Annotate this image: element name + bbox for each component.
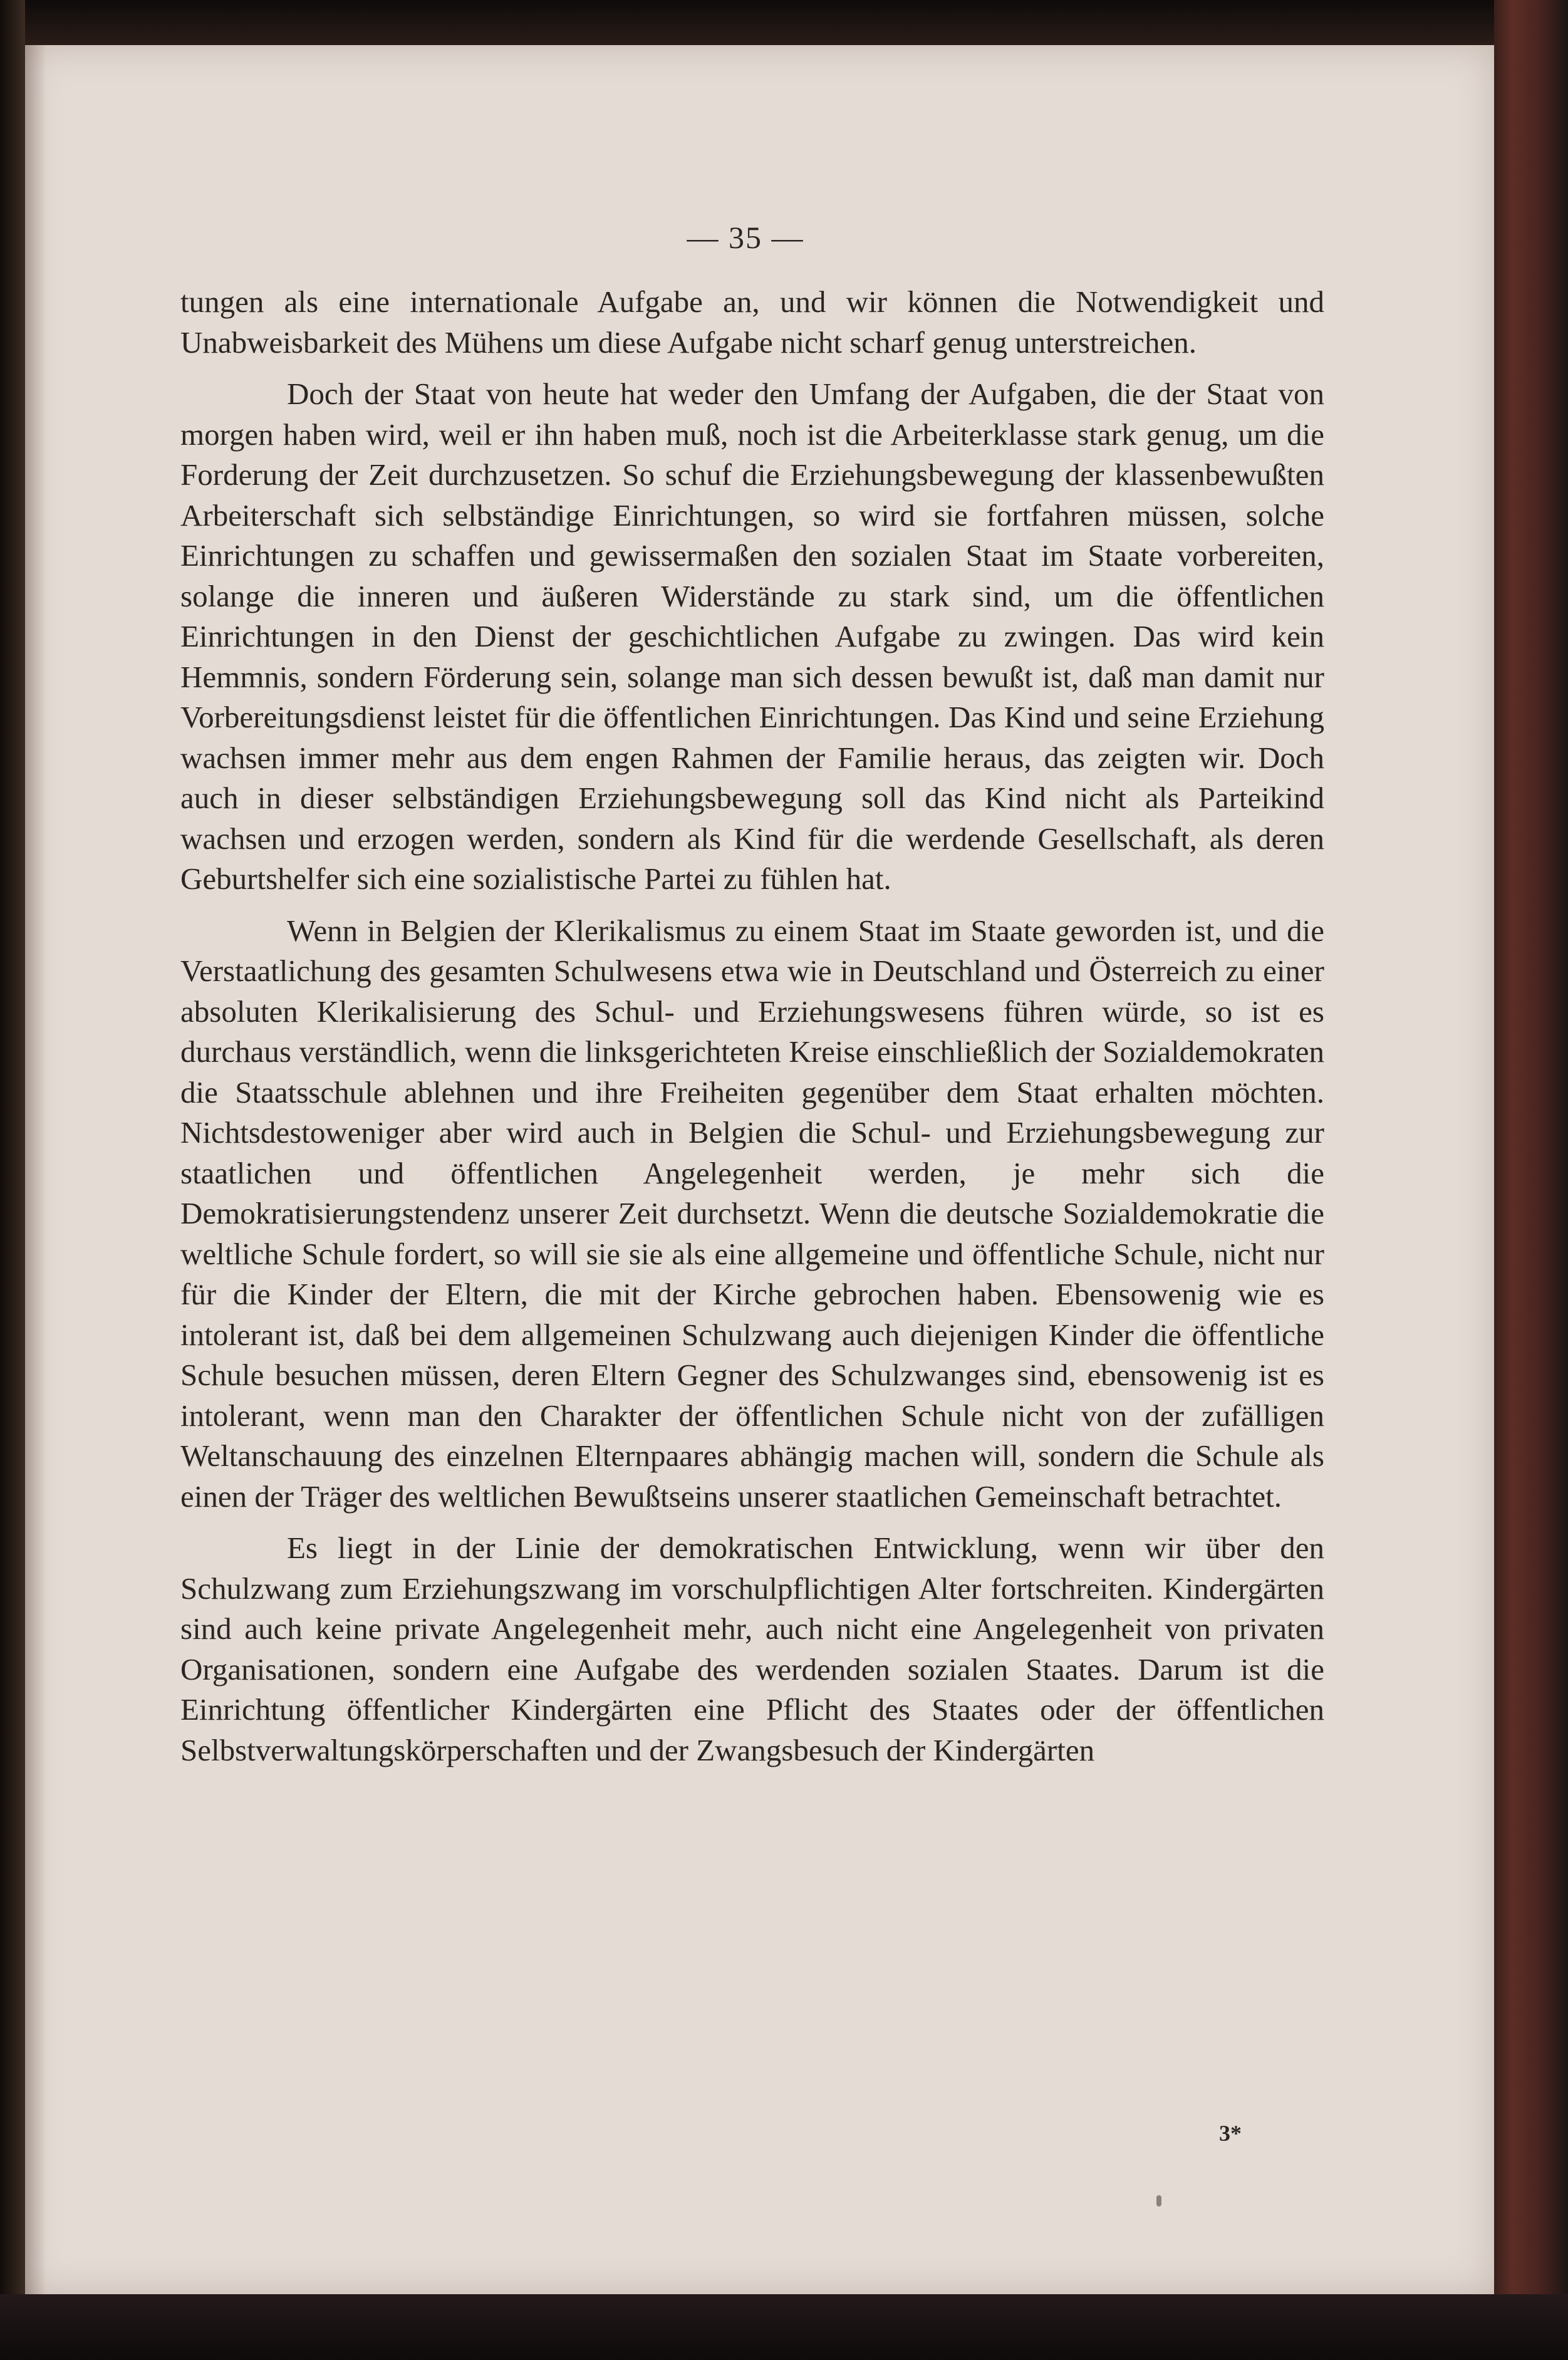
page-number: — 35 —	[687, 220, 804, 255]
book-cover-edge	[1494, 0, 1568, 2360]
body-text	[180, 282, 1324, 1770]
scan-bottom-border	[0, 2294, 1568, 2360]
printer-signature-mark: 3*	[1219, 2121, 1242, 2146]
paragraph-1: tungen als eine internationale Aufgabe an, und wir können die Notwendigkeit und Unabweisbarkeit des Mühens um diese Aufgabe nicht scharf genug unterstreichen.	[180, 284, 1324, 360]
book-page	[25, 45, 1494, 2294]
paragraph-3: Wenn in Belgien der Klerikalismus zu einem Staat im Staate geworden ist, und die Verstaatlichung des gesamten Schulwesens etwa wie in Deutschland und Österreich zu einer absoluten Klerikalisierung des Schul- und Erziehungswesens führen würde, so ist es durchaus verständlich, wenn die linksgerichteten Kreise einschließlich der Sozialdemokraten die Staatsschule ablehnen und ihre Freiheiten gegenüber dem Staat erhalten möchten. Nichtsdestoweniger aber wird auch in Belgien die Schul- und Erziehungsbewegung zur staatlichen und öffentlichen Angelegenheit werden, je mehr sich die Demokratisierungstendenz unserer Zeit durchsetzt. Wenn die deutsche Sozialdemokratie die weltliche Schule fordert, so will sie sie als eine allgemeine und öffentliche Schule, nicht nur für die Kinder der Eltern, die mit der Kirche gebrochen haben. Ebensowenig wie es intolerant ist, daß bei dem allgemeinen Schulzwang auch diejenigen Kinder die öffentliche Schule besuchen müssen, deren Eltern Gegner des Schulzwanges sind, ebensowenig ist es intolerant, wenn man den Charakter der öffentlichen Schule nicht von der zufälligen Weltanschauung des einzelnen Elternpaares abhängig machen will, sondern die Schule als einen der Träger des weltlichen Bewußtseins unserer staatlichen Gemeinschaft betrachtet.	[180, 913, 1324, 1514]
paper-speck	[1156, 2195, 1161, 2207]
paragraph-4: Es liegt in der Linie der demokratischen Entwicklung, wenn wir über den Schulzwang zum Erziehungszwang im vorschulpflichtigen Alter fortschreiten. Kindergärten sind auch keine private Angelegenheit mehr, auch nicht eine Angelegenheit von privaten Organisationen, sondern eine Aufgabe des werdenden sozialen Staates. Darum ist die Einrichtung öffentlicher Kindergärten eine Pflicht des Staates oder der öffentlichen Selbstverwaltungskörperschaften und der Zwangsbesuch der Kindergärten	[180, 1531, 1324, 1767]
paragraph-2: Doch der Staat von heute hat weder den Umfang der Aufgaben, die der Staat von morgen haben wird, weil er ihn haben muß, noch ist die Arbeiterklasse stark genug, um die Forderung der Zeit durchzusetzen. So schuf die Erziehungsbewegung der klassenbewußten Arbeiterschaft sich selbständige Einrichtungen, so wird sie fortfahren müssen, solche Einrichtungen zu schaffen und gewissermaßen den sozialen Staat im Staate vorbereiten, solange die inneren und äußeren Widerstände zu stark sind, um die öffentlichen Einrichtungen in den Dienst der geschichtlichen Aufgabe zu zwingen. Das wird kein Hemmnis, sondern Förderung sein, solange man sich dessen bewußt ist, daß man damit nur Vorbereitungsdienst leistet für die öffentlichen Einrichtungen. Das Kind und seine Erziehung wachsen immer mehr aus dem engen Rahmen der Familie heraus, das zeigten wir. Doch auch in dieser selbständigen Erziehungsbewegung soll das Kind nicht als Parteikind wachsen und erzogen werden, sondern als Kind für die werdende Gesellschaft, als deren Geburtshelfer sich eine sozialistische Partei zu fühlen hat.	[180, 377, 1324, 896]
scan-top-border	[0, 0, 1568, 45]
book-spine-shadow	[0, 0, 25, 2360]
